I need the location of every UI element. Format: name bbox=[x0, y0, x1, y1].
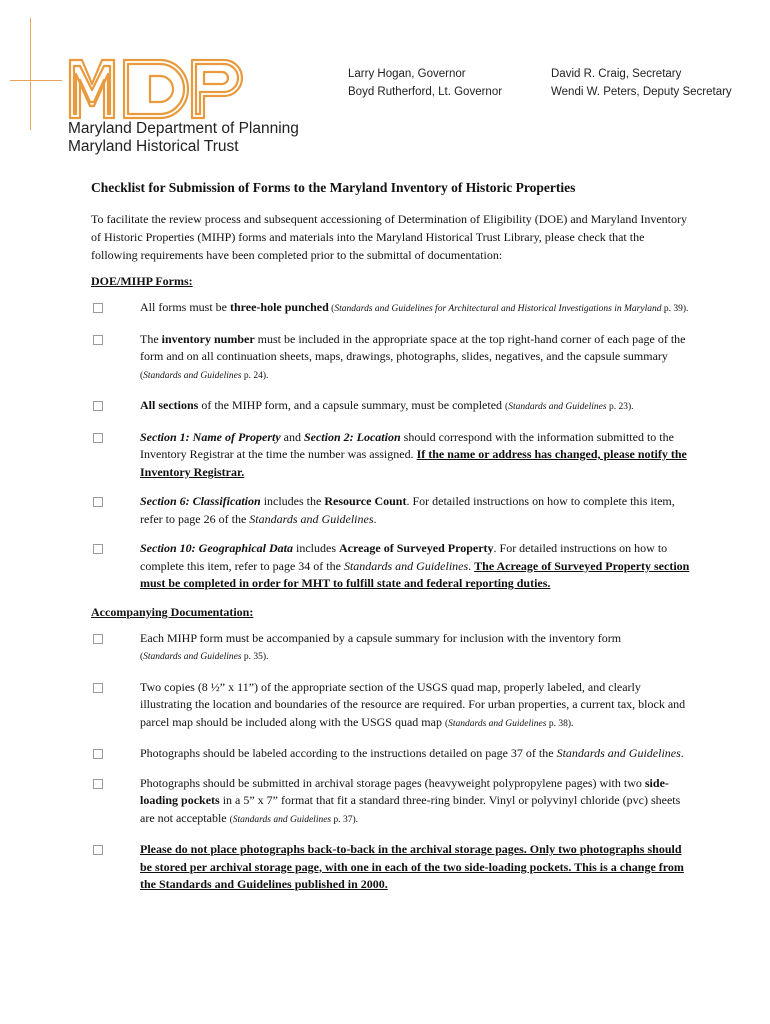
item-text: Please do not place photographs back-to-back in the archival storage pages. Only two photographs should be stored per archival storage page, with one in each of the two side-loading pockets. This is a change from the Standards and Guidelines published in 2000. bbox=[140, 842, 684, 891]
intro-paragraph: To facilitate the review process and subsequent accessioning of Determination of Eligibility (DOE) and Maryland Inventory of Historic Properties (MIHP) forms and materials into the Maryland Historical Trust Library, please check that the following requirements have been completed prior to the submittal of documentation: bbox=[91, 212, 687, 262]
checkbox[interactable] bbox=[93, 749, 103, 759]
item-text: Photographs should be labeled according to the instructions detailed on page 37 of the Standards and Guidelines. bbox=[140, 746, 684, 760]
checklist-item bbox=[91, 540, 691, 593]
checklist-item bbox=[91, 775, 691, 830]
organization-names bbox=[68, 120, 299, 156]
item-text: Two copies (8 ½” x 11”) of the appropriate section of the USGS quad map, properly labeled, and clearly illustrating the location and boundaries of the resource are required. For urban properties, a current tax, block and parcel map should be included along with the USGS quad map (Standards and Guidelines p. 38). bbox=[140, 679, 686, 729]
checkbox[interactable] bbox=[93, 401, 103, 411]
officials-left bbox=[348, 65, 502, 101]
org-trust: Maryland Historical Trust bbox=[68, 138, 239, 155]
checklist-item bbox=[91, 630, 691, 667]
checklist-item bbox=[91, 745, 691, 763]
checkbox[interactable] bbox=[93, 779, 103, 789]
item-text: Section 10: Geographical Data includes Acreage of Surveyed Property. For detailed instructions on how to complete this item, refer to page 34 of the Standards and Guidelines. The Acreage of Surveyed Property section must be completed in order for MHT to fulfill state and federal reporting duties. bbox=[140, 541, 690, 590]
checkbox[interactable] bbox=[93, 845, 103, 855]
checkbox[interactable] bbox=[93, 634, 103, 644]
lt-governor: Boyd Rutherford, Lt. Governor bbox=[348, 86, 503, 98]
logo-text: MDP bbox=[68, 58, 71, 59]
checkbox[interactable] bbox=[93, 683, 103, 693]
checkbox[interactable] bbox=[93, 497, 103, 507]
mdp-logo bbox=[68, 58, 244, 120]
item-text: The inventory number must be included in the appropriate space at the top right-hand corner of each page of the form and on all continuation sheets, maps, drawings, photographs, slides, negatives, and the capsule summary (Standards and Guidelines p. 24). bbox=[140, 331, 686, 381]
checklist-item bbox=[91, 331, 691, 386]
item-text: Each MIHP form must be accompanied by a capsule summary for inclusion with the inventory form (Standards and Guidelines p. 35). bbox=[140, 630, 622, 662]
checklist-item bbox=[91, 299, 691, 319]
item-text: All sections of the MIHP form, and a capsule summary, must be completed (Standards and Guidelines p. 23). bbox=[140, 398, 634, 412]
item-text: Section 6: Classification includes the Resource Count. For detailed instructions on how to complete this item, refer to page 26 of the Standards and Guidelines. bbox=[140, 494, 675, 526]
checkbox[interactable] bbox=[93, 303, 103, 313]
officials-right bbox=[551, 65, 732, 101]
checklist-item bbox=[91, 841, 691, 894]
item-text: Photographs should be submitted in archival storage pages (heavyweight polypropylene pages) with two side-loading pockets in a 5” x 7” format that fit a standard three-ring binder. Vinyl or polyvinyl chloride (pvc) sheets are not acceptable (Standards and Guidelines p. 37). bbox=[140, 775, 681, 825]
checklist-item bbox=[91, 429, 691, 482]
checklist-item bbox=[91, 493, 691, 528]
checklist-item bbox=[91, 397, 691, 417]
checkbox[interactable] bbox=[93, 544, 103, 554]
section-heading-documentation: Accompanying Documentation: bbox=[91, 604, 254, 619]
letterhead-horizontal-rule bbox=[10, 80, 62, 81]
governor: Larry Hogan, Governor bbox=[348, 68, 466, 80]
item-text: All forms must be three-hole punched (Standards and Guidelines for Architectural and Historical Investigations in Maryland p. 39). bbox=[140, 300, 689, 314]
deputy-secretary: Wendi W. Peters, Deputy Secretary bbox=[551, 86, 732, 98]
page-title: Checklist for Submission of Forms to the Maryland Inventory of Historic Properties bbox=[91, 180, 576, 195]
checkbox[interactable] bbox=[93, 433, 103, 443]
checkbox[interactable] bbox=[93, 335, 103, 345]
org-department: Maryland Department of Planning bbox=[68, 120, 299, 137]
secretary: David R. Craig, Secretary bbox=[551, 68, 682, 80]
checklist-item bbox=[91, 679, 691, 734]
section-heading-forms: DOE/MIHP Forms: bbox=[91, 274, 193, 288]
item-text: Section 1: Name of Property and Section 2: Location should correspond with the information submitted to the Inventory Registrar at the time the number was assigned. If the name or address has changed, please notify the Inventory Registrar. bbox=[140, 429, 687, 479]
document-body bbox=[91, 180, 691, 906]
letterhead-vertical-rule bbox=[30, 18, 31, 130]
